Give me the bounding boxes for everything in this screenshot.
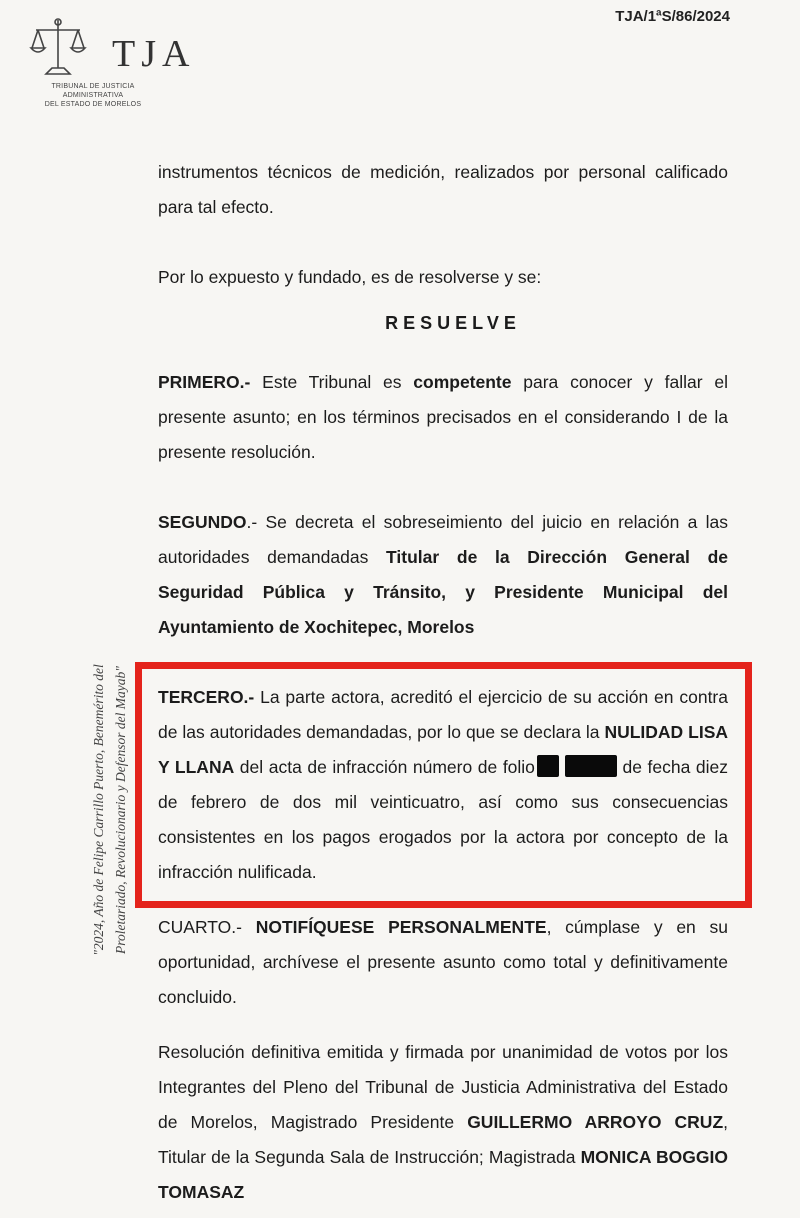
por-lo-expuesto-text: Por lo expuesto y fundado, es de resolverse y se: xyxy=(158,267,542,287)
side-note-line1: "2024, Año de Felipe Carrillo Puerto, Benemérito del xyxy=(91,664,106,956)
cuarto-text-1: , cúmplase y en su oportunidad, archívese el presente asunto como total y definitivamente concluido. xyxy=(158,917,729,1007)
tercero-text-1: La parte actora, acreditó el ejercicio de su acción en contra de las autoridades demandadas, por lo que se declara la xyxy=(158,687,728,742)
side-note xyxy=(88,590,132,1030)
segundo-label: SEGUNDO xyxy=(158,512,247,532)
tercero-bold: NULIDAD LISA Y LLANA xyxy=(158,722,729,777)
primero-text-1: Este Tribunal es xyxy=(250,372,414,392)
logo-text: TJA xyxy=(112,33,196,75)
resolucion-text-2: , Titular de la Segunda Sala de Instrucción; Magistrada xyxy=(158,1112,729,1167)
logo-subtitle-line1: TRIBUNAL DE JUSTICIA ADMINISTRATIVA xyxy=(51,83,135,99)
cuarto-bold: NOTIFÍQUESE PERSONALMENTE xyxy=(241,917,547,937)
resuelve-heading: RESUELVE xyxy=(385,313,521,333)
cuarto-paragraph xyxy=(158,910,728,1015)
segundo-text-1: .- Se decreta el sobreseimiento del juicio en relación a las autoridades demandadas xyxy=(158,512,728,567)
logo-subtitle-line2: DEL ESTADO DE MORELOS xyxy=(44,101,142,108)
primero-label: PRIMERO.- xyxy=(158,372,251,392)
intro-text: instrumentos técnicos de medición, realizados por personal calificado para tal efecto. xyxy=(158,162,728,217)
highlight-box xyxy=(135,662,752,908)
resolucion-bold-2: MONICA BOGGIO TOMASAZ xyxy=(158,1147,728,1202)
primero-bold: competente xyxy=(413,372,512,392)
segundo-paragraph xyxy=(158,505,728,645)
resolucion-bold-1: GUILLERMO ARROYO CRUZ xyxy=(467,1112,724,1132)
primero-paragraph xyxy=(158,365,728,470)
primero-text-2: para conocer y fallar el presente asunto; en los términos precisados en el considerando I de la presente resolución. xyxy=(158,372,728,462)
intro-paragraph xyxy=(158,155,728,225)
segundo-bold: Titular de la Dirección General de Seguridad Pública y Tránsito, y Presidente Municipal del Ayuntamiento de Xochitepec, Morelos xyxy=(158,547,728,637)
tercero-text-2: del acta de infracción número de folio xyxy=(234,757,535,777)
resolucion-paragraph xyxy=(158,1035,728,1210)
cuarto-label: CUARTO.- xyxy=(158,917,242,937)
logo-subtitle xyxy=(28,82,158,109)
por-lo-expuesto-paragraph xyxy=(158,260,728,295)
case-number: TJA/1ªS/86/2024 xyxy=(615,8,730,25)
tja-logo xyxy=(28,12,196,112)
side-note-line2: Proletariado, Revolucionario y Defensor del Mayab" xyxy=(113,666,128,954)
tercero-label: TERCERO.- xyxy=(158,687,255,707)
resolucion-text-1: Resolución definitiva emitida y firmada por unanimidad de votos por los Integrantes del Pleno del Tribunal de Justicia Administrativa del Estado de Morelos, Magistrado Presidente xyxy=(158,1042,728,1132)
tercero-text-3: de fecha diez de febrero de dos mil veinticuatro, así como sus consecuencias consistentes en los pagos erogados por la actora por concepto de la infracción nulificada. xyxy=(158,757,729,882)
scales-of-justice-icon xyxy=(28,16,88,78)
